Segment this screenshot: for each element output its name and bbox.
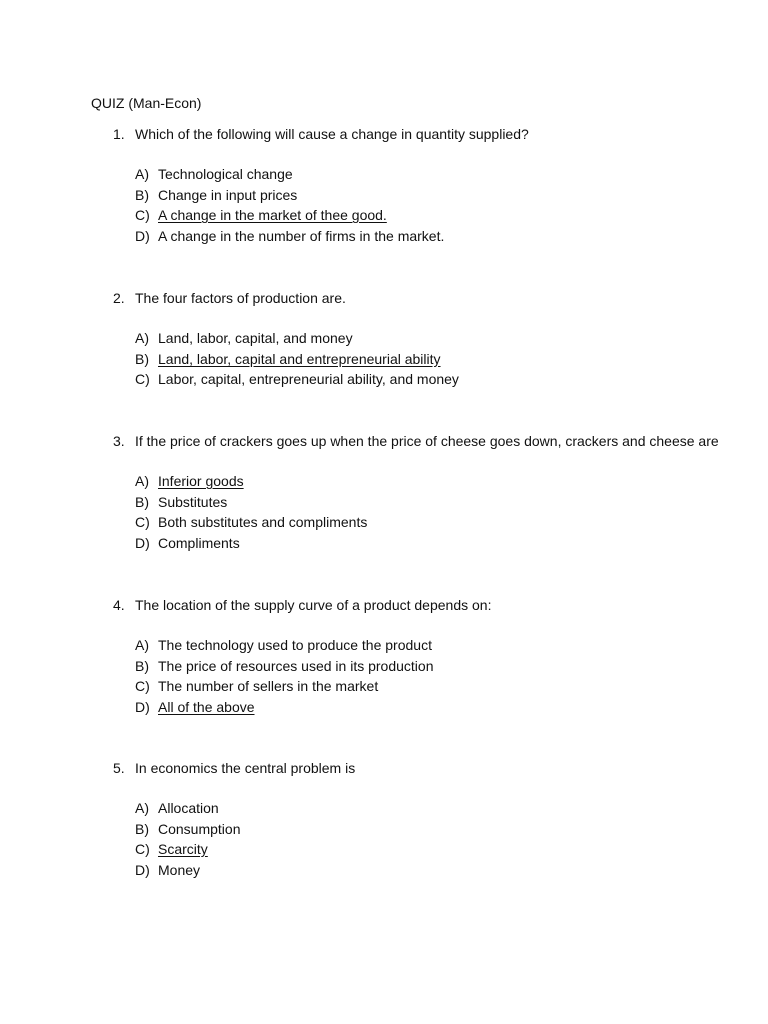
option-text: Land, labor, capital, and money [158,330,353,346]
question-number: 2. [113,290,125,306]
question-text: In economics the central problem is [135,760,356,776]
question-number: 1. [113,126,125,142]
option-letter: C) [135,841,150,857]
question-text: The location of the supply curve of a product depends on: [135,597,492,613]
option-letter: B) [135,186,149,203]
option-text: The price of resources used in its production [158,657,434,674]
options-list [113,165,753,247]
option-text: Substitutes [158,493,228,510]
quiz-title: QUIZ (Man-Econ) [91,95,202,111]
question-line [113,432,753,450]
question-number: 5. [113,760,125,776]
question-text: Which of the following will cause a change in quantity supplied? [135,126,529,142]
question-1 [113,125,753,247]
option-a [113,799,753,820]
question-line [113,596,753,614]
option-letter: D) [135,534,150,551]
options-list [113,472,753,554]
question-3 [113,432,753,554]
option-letter: A) [135,330,149,346]
option-c [113,677,753,698]
options-list [113,329,753,391]
option-b [113,186,753,207]
option-letter: C) [135,514,150,530]
option-text: Change in input prices [158,186,298,203]
question-2 [113,289,753,391]
option-b [113,493,753,514]
option-letter: B) [135,820,149,837]
correct-answer-text: A change in the market of thee good. [158,207,387,223]
option-b [113,657,753,678]
option-text: Money [158,861,201,878]
question-line [113,289,753,307]
option-a [113,472,753,493]
option-d [113,534,753,555]
option-b [113,350,753,371]
option-text: Allocation [158,800,219,816]
option-d [113,227,753,248]
option-text: Compliments [158,534,240,551]
option-c [113,840,753,861]
option-letter: A) [135,166,149,182]
option-text: The number of sellers in the market [158,678,379,694]
option-letter: A) [135,637,149,653]
options-list [113,799,753,881]
option-c [113,370,753,391]
option-text: Both substitutes and compliments [158,514,368,530]
option-text: Technological change [158,166,293,182]
option-letter: A) [135,800,149,816]
option-b [113,820,753,841]
option-letter: D) [135,227,150,244]
option-text: Consumption [158,820,241,837]
question-text: The four factors of production are. [135,290,346,306]
option-letter: A) [135,473,149,489]
option-c [113,206,753,227]
option-d [113,698,753,719]
option-text: The technology used to produce the product [158,637,432,653]
option-text: Labor, capital, entrepreneurial ability, and money [158,371,459,387]
option-c [113,513,753,534]
option-a [113,165,753,186]
option-letter: B) [135,493,149,510]
question-number: 3. [113,433,125,449]
question-4 [113,596,753,718]
option-letter: D) [135,861,150,878]
question-line [113,125,753,143]
question-number: 4. [113,597,125,613]
correct-answer-text: Scarcity [158,841,208,857]
option-letter: B) [135,350,149,367]
option-text: A change in the number of firms in the market. [158,227,445,244]
correct-answer-text: Land, labor, capital and entrepreneurial ability [158,350,441,367]
question-5 [113,759,753,881]
option-d [113,861,753,882]
option-letter: D) [135,698,150,715]
option-a [113,329,753,350]
correct-answer-text: Inferior goods [158,473,244,489]
option-letter: C) [135,678,150,694]
question-line [113,759,753,777]
option-letter: B) [135,657,149,674]
question-text: If the price of crackers goes up when the price of cheese goes down, crackers and cheese are [135,433,719,449]
option-a [113,636,753,657]
correct-answer-text: All of the above [158,698,255,715]
options-list [113,636,753,718]
option-letter: C) [135,207,150,223]
option-letter: C) [135,371,150,387]
